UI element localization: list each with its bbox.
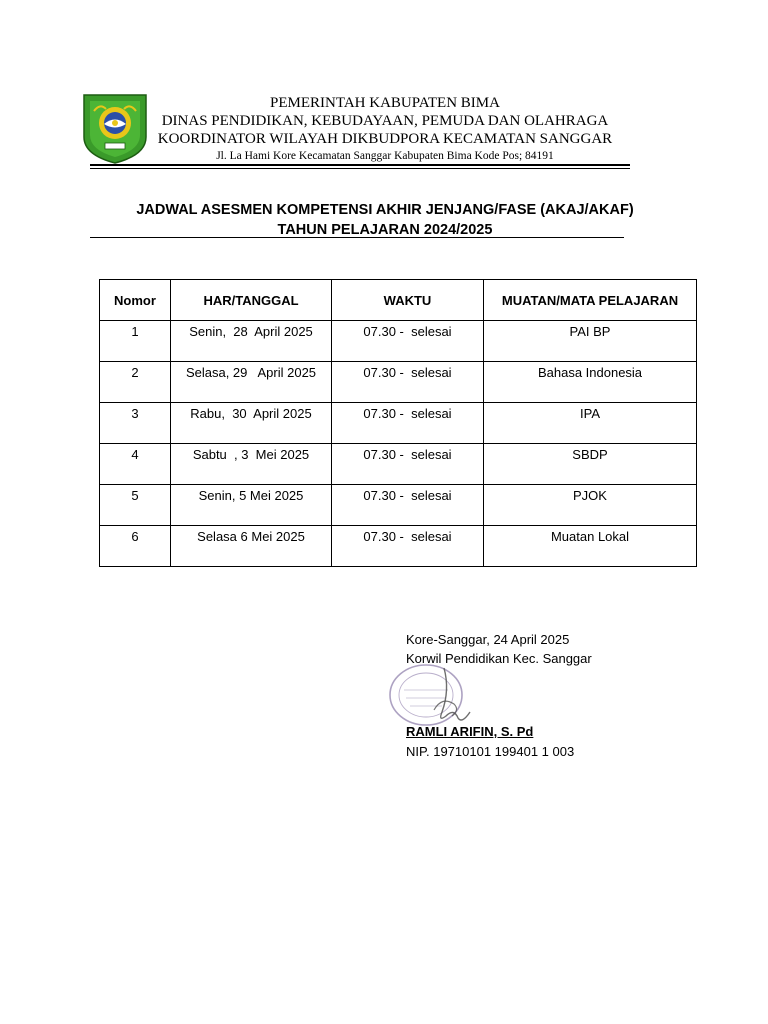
title-underline (90, 237, 624, 238)
letterhead-government: PEMERINTAH KABUPATEN BIMA (270, 95, 500, 111)
cell-mata-pelajaran: Bahasa Indonesia (484, 362, 697, 403)
cell-waktu: 07.30 - selesai (332, 403, 484, 444)
title-line-1: JADWAL ASESMEN KOMPETENSI AKHIR JENJANG/FASE (AKAJ/AKAF) (136, 202, 634, 218)
table-row (100, 485, 697, 526)
table-row (100, 444, 697, 485)
cell-nomor: 5 (100, 485, 171, 526)
cell-waktu: 07.30 - selesai (332, 321, 484, 362)
cell-waktu: 07.30 - selesai (332, 485, 484, 526)
cell-mata-pelajaran: PJOK (484, 485, 697, 526)
header-waktu: WAKTU (332, 280, 484, 321)
cell-tanggal: Selasa 6 Mei 2025 (171, 526, 332, 567)
header-nomor: Nomor (100, 280, 171, 321)
cell-nomor: 1 (100, 321, 171, 362)
letterhead (150, 94, 620, 164)
cell-mata-pelajaran: PAI BP (484, 321, 697, 362)
cell-waktu: 07.30 - selesai (332, 362, 484, 403)
kabupaten-bima-emblem-icon (80, 93, 150, 165)
cell-tanggal: Sabtu , 3 Mei 2025 (171, 444, 332, 485)
cell-nomor: 4 (100, 444, 171, 485)
cell-nomor: 3 (100, 403, 171, 444)
table-row (100, 526, 697, 567)
schedule-table (99, 279, 697, 567)
title-line-2: TAHUN PELAJARAN 2024/2025 (277, 222, 493, 238)
table-row (100, 321, 697, 362)
letterhead-coordinator: KOORDINATOR WILAYAH DIKBUDPORA KECAMATAN SANGGAR (157, 131, 613, 147)
document-title (90, 200, 680, 240)
cell-mata-pelajaran: Muatan Lokal (484, 526, 697, 567)
table-row (100, 403, 697, 444)
signature-place-date: Kore-Sanggar, 24 April 2025 (406, 632, 570, 647)
letterhead-department: DINAS PENDIDIKAN, KEBUDAYAAN, PEMUDA DAN OLAHRAGA (161, 113, 609, 129)
signature-office: Korwil Pendidikan Kec. Sanggar (406, 651, 592, 666)
letterhead-address: Jl. La Hami Kore Kecamatan Sanggar Kabupaten Bima Kode Pos; 84191 (216, 150, 554, 162)
header-hari-tanggal: HAR/TANGGAL (171, 280, 332, 321)
cell-mata-pelajaran: IPA (484, 403, 697, 444)
header-mata-pelajaran: MUATAN/MATA PELAJARAN (484, 280, 697, 321)
official-stamp-signature-icon (384, 660, 484, 730)
letterhead-divider (90, 164, 630, 166)
cell-waktu: 07.30 - selesai (332, 526, 484, 567)
table-header-row (100, 280, 697, 321)
cell-tanggal: Senin, 28 April 2025 (171, 321, 332, 362)
signatory-name: RAMLI ARIFIN, S. Pd (406, 724, 534, 739)
letterhead-divider-thin (90, 168, 630, 169)
cell-nomor: 6 (100, 526, 171, 567)
cell-waktu: 07.30 - selesai (332, 444, 484, 485)
cell-mata-pelajaran: SBDP (484, 444, 697, 485)
cell-tanggal: Rabu, 30 April 2025 (171, 403, 332, 444)
cell-tanggal: Selasa, 29 April 2025 (171, 362, 332, 403)
table-row (100, 362, 697, 403)
signatory-nip: NIP. 19710101 199401 1 003 (406, 744, 575, 759)
cell-nomor: 2 (100, 362, 171, 403)
cell-tanggal: Senin, 5 Mei 2025 (171, 485, 332, 526)
